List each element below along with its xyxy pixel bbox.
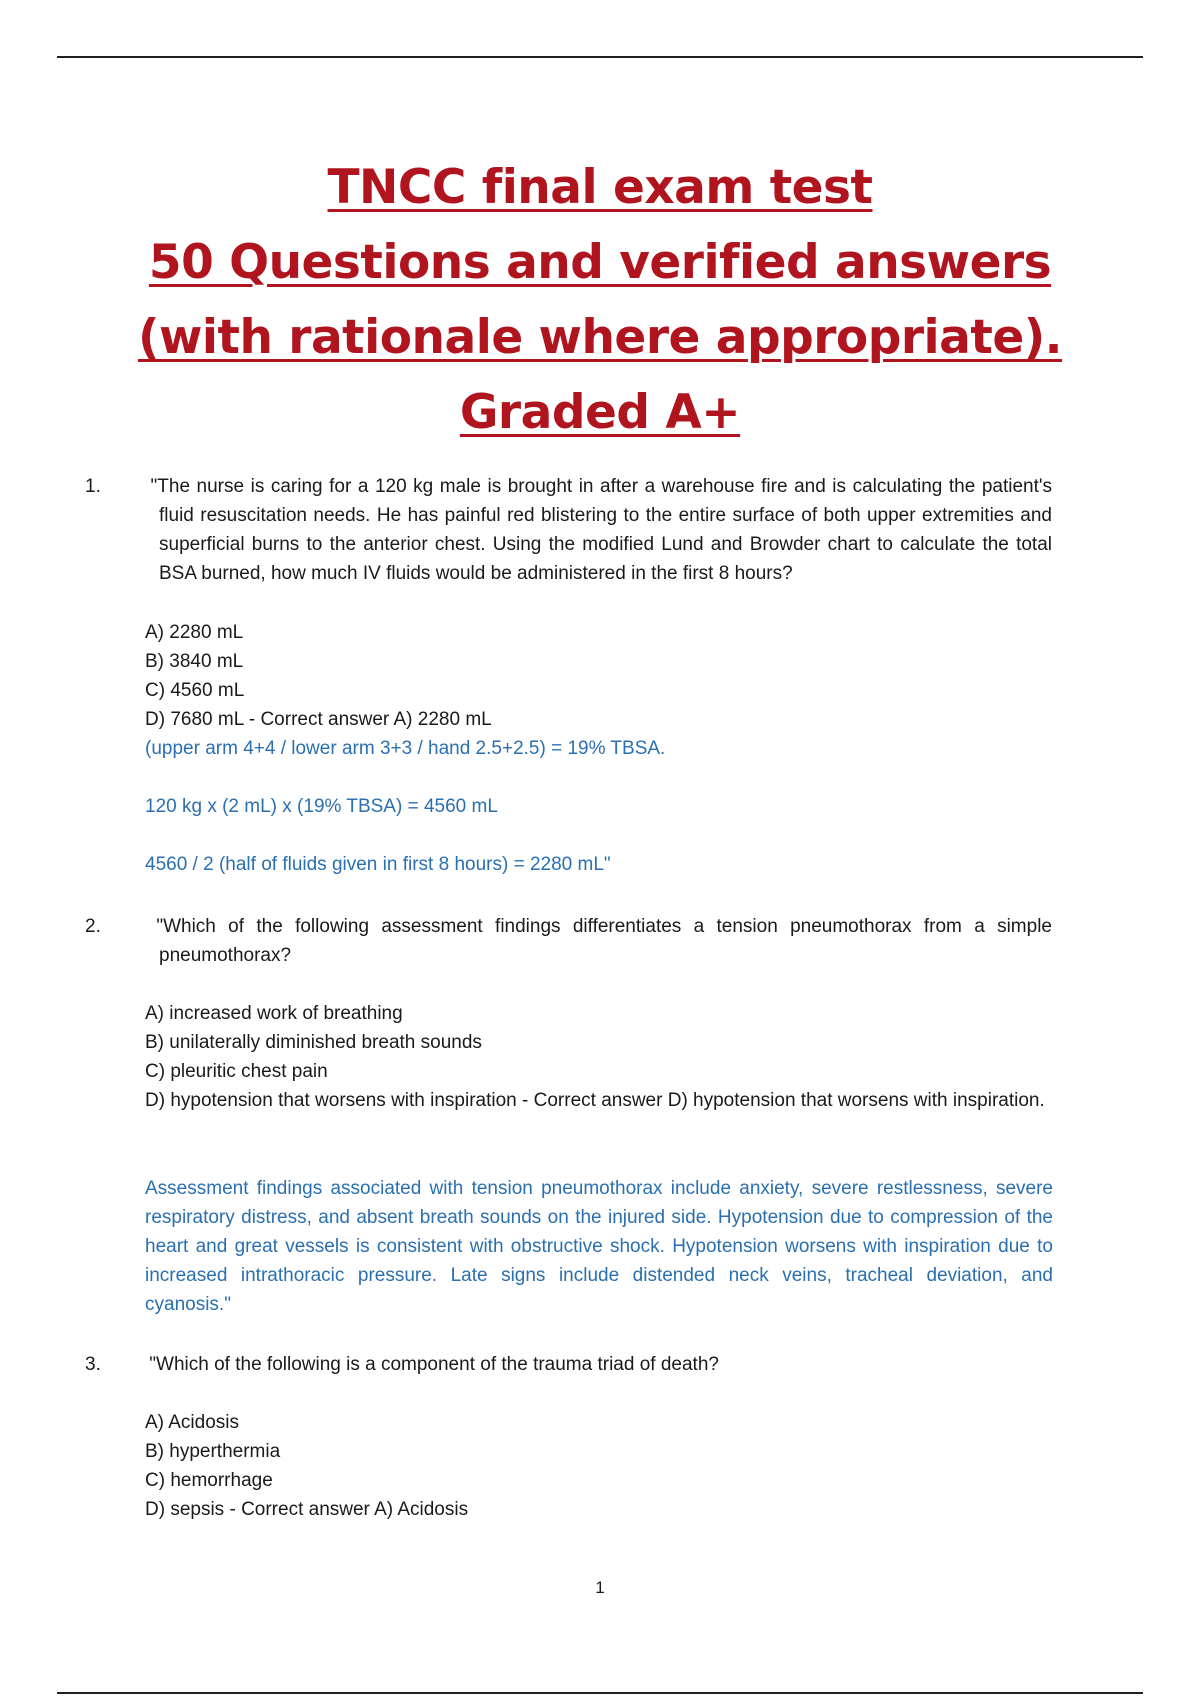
option-a: A) Acidosis xyxy=(145,1412,239,1433)
footer-rule xyxy=(57,1692,1143,1694)
question-text: "The nurse is caring for a 120 kg male is brought in after a warehouse fire and is calculating the patient's fluid resuscitation needs. He has painful red blistering to the entire surface of both upper extremities and superficial burns to the anterior chest. Using the modified Lund and Browder chart to calculate the total BSA burned, how much IV fluids would be administered in the first 8 hours? xyxy=(150,476,1052,584)
question-number: 2. xyxy=(85,916,101,937)
option-d: D) sepsis - Correct answer A) Acidosis xyxy=(145,1499,469,1520)
option-a: A) 2280 mL xyxy=(145,622,244,643)
document-title xyxy=(0,150,1200,450)
question-1-options xyxy=(145,618,1055,734)
question-2 xyxy=(85,912,1052,970)
question-1 xyxy=(85,472,1052,588)
question-number: 3. xyxy=(85,1354,101,1375)
title-line-1: TNCC final exam test xyxy=(327,160,873,215)
question-3-options xyxy=(145,1408,1055,1524)
option-b: B) unilaterally diminished breath sounds xyxy=(145,1032,482,1053)
question-text: "Which of the following assessment findings differentiates a tension pneumothorax from a simple pneumothorax? xyxy=(156,916,1052,966)
title-line-3: (with rationale where appropriate). xyxy=(137,310,1063,365)
option-d: D) 7680 mL - Correct answer A) 2280 mL xyxy=(145,709,492,730)
option-a: A) increased work of breathing xyxy=(145,1003,403,1024)
question-3 xyxy=(85,1350,1052,1379)
option-d: D) hypotension that worsens with inspiration - Correct answer D) hypotension that worsens with inspiration. xyxy=(145,1090,1045,1111)
rationale-line: 4560 / 2 (half of fluids given in first 8 hours) = 2280 mL" xyxy=(145,854,611,875)
option-c: C) 4560 mL xyxy=(145,680,245,701)
option-b: B) 3840 mL xyxy=(145,651,244,672)
question-text: "Which of the following is a component of the trauma triad of death? xyxy=(149,1354,719,1375)
question-number: 1. xyxy=(85,476,101,497)
option-c: C) pleuritic chest pain xyxy=(145,1061,328,1082)
title-line-2: 50 Questions and verified answers xyxy=(148,235,1052,290)
option-c: C) hemorrhage xyxy=(145,1470,273,1491)
question-1-rationale xyxy=(145,734,1053,879)
option-b: B) hyperthermia xyxy=(145,1441,281,1462)
rationale-line: (upper arm 4+4 / lower arm 3+3 / hand 2.5+2.5) = 19% TBSA. xyxy=(145,738,666,759)
question-2-options xyxy=(145,999,1055,1115)
question-2-rationale xyxy=(145,1174,1053,1319)
rationale-line: 120 kg x (2 mL) x (19% TBSA) = 4560 mL xyxy=(145,796,498,817)
header-rule xyxy=(57,56,1143,58)
title-line-4: Graded A+ xyxy=(459,385,741,440)
rationale-paragraph: Assessment findings associated with tension pneumothorax include anxiety, severe restlessness, severe respiratory distress, and absent breath sounds on the injured side. Hypotension due to compression of the heart and great vessels is consistent with obstructive shock. Hypotension worsens with inspiration due to increased intrathoracic pressure. Late signs include distended neck veins, tracheal deviation, and cyanosis." xyxy=(145,1178,1053,1315)
page-number: 1 xyxy=(595,1578,605,1597)
